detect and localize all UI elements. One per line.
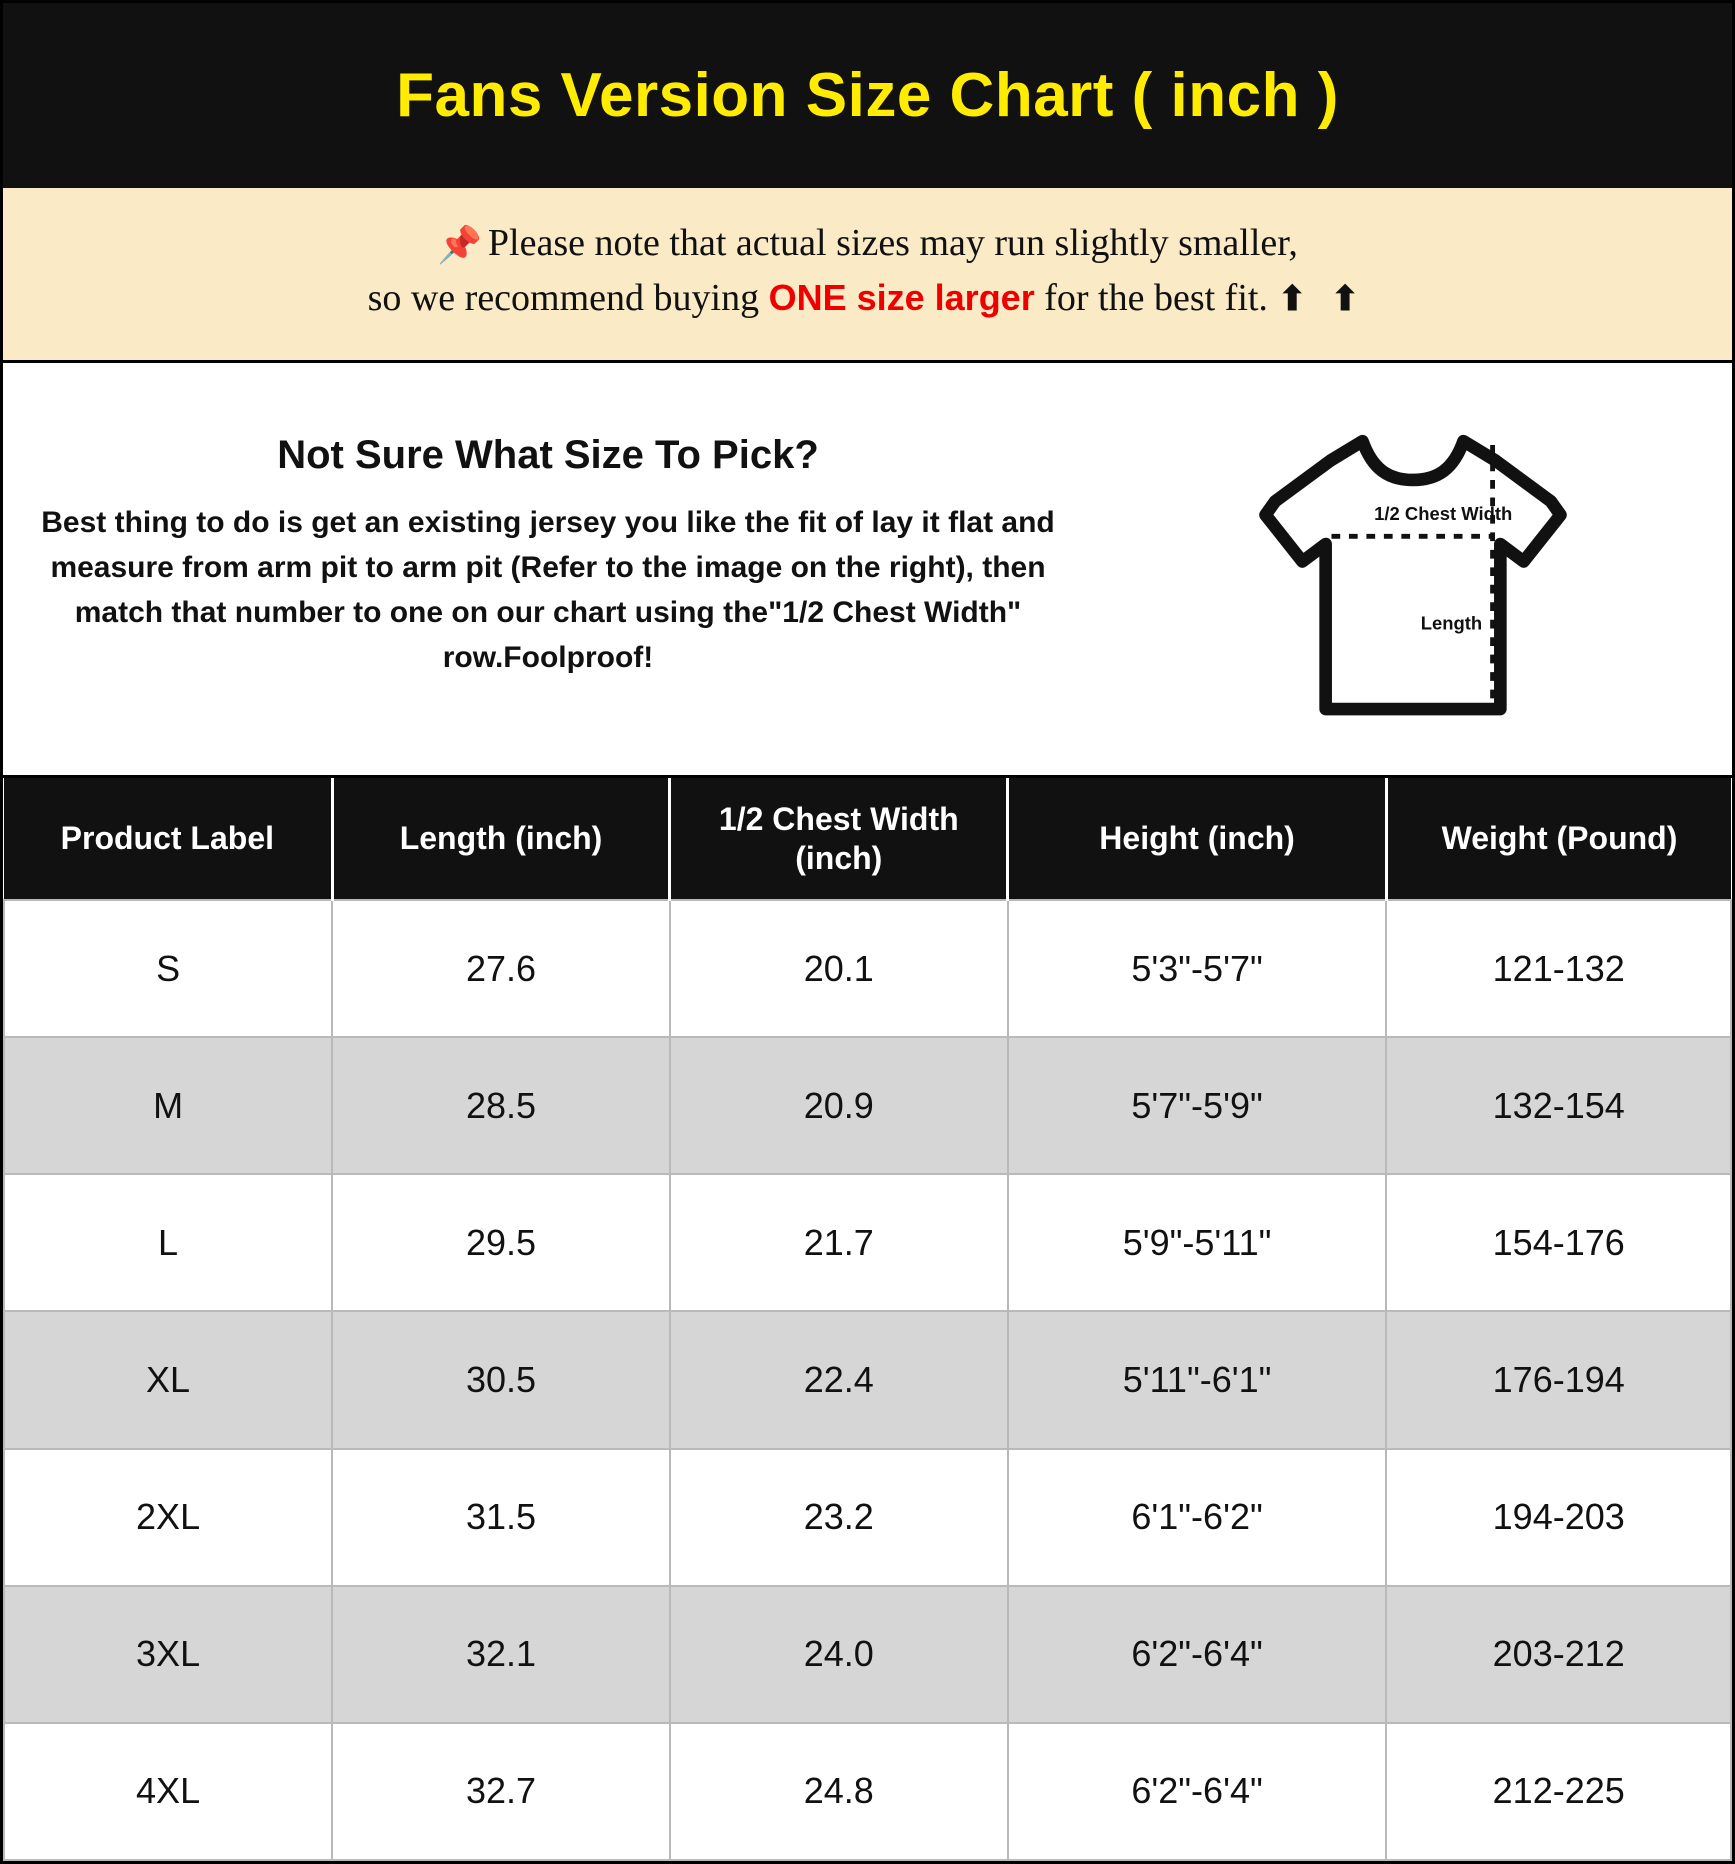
cell-length: 32.7 xyxy=(332,1723,670,1860)
cell-chest: 21.7 xyxy=(670,1174,1008,1311)
chest-width-label: 1/2 Chest Width xyxy=(1373,502,1512,524)
cell-height: 6'2"-6'4" xyxy=(1008,1723,1387,1860)
column-header-height: Height (inch) xyxy=(1008,778,1387,900)
cell-chest: 20.9 xyxy=(670,1037,1008,1174)
info-text-block xyxy=(13,403,1103,680)
column-header-product-label: Product Label xyxy=(4,778,332,900)
column-header-weight: Weight (Pound) xyxy=(1386,778,1731,900)
cell-product-label: S xyxy=(4,900,332,1037)
info-section xyxy=(3,363,1732,778)
cell-length: 29.5 xyxy=(332,1174,670,1311)
table-row xyxy=(4,1449,1731,1586)
cell-length: 31.5 xyxy=(332,1449,670,1586)
table-row xyxy=(4,1311,1731,1448)
note-emphasis: ONE size larger xyxy=(768,277,1035,319)
tshirt-icon xyxy=(1248,413,1578,743)
page-title: Fans Version Size Chart ( inch ) xyxy=(396,61,1339,130)
note-text-1: Please note that actual sizes may run slightly smaller, xyxy=(487,222,1298,264)
cell-product-label: M xyxy=(4,1037,332,1174)
cell-weight: 121-132 xyxy=(1386,900,1731,1037)
note-line-2 xyxy=(23,271,1712,326)
cell-length: 28.5 xyxy=(332,1037,670,1174)
table-header-row xyxy=(4,778,1731,900)
shirt-diagram xyxy=(1103,403,1722,743)
table-body xyxy=(4,900,1731,1860)
table-row xyxy=(4,1723,1731,1860)
cell-height: 5'9"-5'11" xyxy=(1008,1174,1387,1311)
cell-height: 5'3"-5'7" xyxy=(1008,900,1387,1037)
table-row xyxy=(4,900,1731,1037)
table-header xyxy=(4,778,1731,900)
length-label: Length xyxy=(1420,612,1482,634)
cell-length: 32.1 xyxy=(332,1586,670,1723)
cell-weight: 176-194 xyxy=(1386,1311,1731,1448)
cell-weight: 194-203 xyxy=(1386,1449,1731,1586)
cell-height: 6'2"-6'4" xyxy=(1008,1586,1387,1723)
cell-chest: 23.2 xyxy=(670,1449,1008,1586)
note-line-1 xyxy=(23,216,1712,271)
cell-product-label: XL xyxy=(4,1311,332,1448)
arrow-up-icon: ⬆ ⬆ xyxy=(1277,281,1368,319)
note-text-2-after: for the best fit. xyxy=(1034,277,1268,320)
cell-chest: 24.0 xyxy=(670,1586,1008,1723)
cell-chest: 20.1 xyxy=(670,900,1008,1037)
table-row xyxy=(4,1174,1731,1311)
cell-product-label: 2XL xyxy=(4,1449,332,1586)
cell-height: 5'7"-5'9" xyxy=(1008,1037,1387,1174)
column-header-length: Length (inch) xyxy=(332,778,670,900)
note-text-2-before: so we recommend buying xyxy=(367,277,769,320)
info-body: Best thing to do is get an existing jersey you like the fit of lay it flat and measure from arm pit to arm pit (Refer to the image on the right), then match that number to one on our chart using the"1/2 Chest Width" row.Foolproof! xyxy=(41,506,1055,675)
cell-chest: 24.8 xyxy=(670,1723,1008,1860)
cell-weight: 154-176 xyxy=(1386,1174,1731,1311)
cell-product-label: 3XL xyxy=(4,1586,332,1723)
cell-product-label: L xyxy=(4,1174,332,1311)
cell-product-label: 4XL xyxy=(4,1723,332,1860)
cell-length: 27.6 xyxy=(332,900,670,1037)
table-row xyxy=(4,1037,1731,1174)
size-table xyxy=(3,778,1732,1861)
cell-weight: 212-225 xyxy=(1386,1723,1731,1860)
info-heading: Not Sure What Size To Pick? xyxy=(277,433,819,478)
cell-weight: 203-212 xyxy=(1386,1586,1731,1723)
note-band xyxy=(3,188,1732,363)
cell-length: 30.5 xyxy=(332,1311,670,1448)
cell-height: 6'1"-6'2" xyxy=(1008,1449,1387,1586)
table-row xyxy=(4,1586,1731,1723)
cell-weight: 132-154 xyxy=(1386,1037,1731,1174)
column-header-chest-width: 1/2 Chest Width (inch) xyxy=(670,778,1008,900)
pin-icon: 📌 xyxy=(437,225,482,265)
cell-chest: 22.4 xyxy=(670,1311,1008,1448)
header-bar xyxy=(3,3,1732,188)
cell-height: 5'11"-6'1" xyxy=(1008,1311,1387,1448)
